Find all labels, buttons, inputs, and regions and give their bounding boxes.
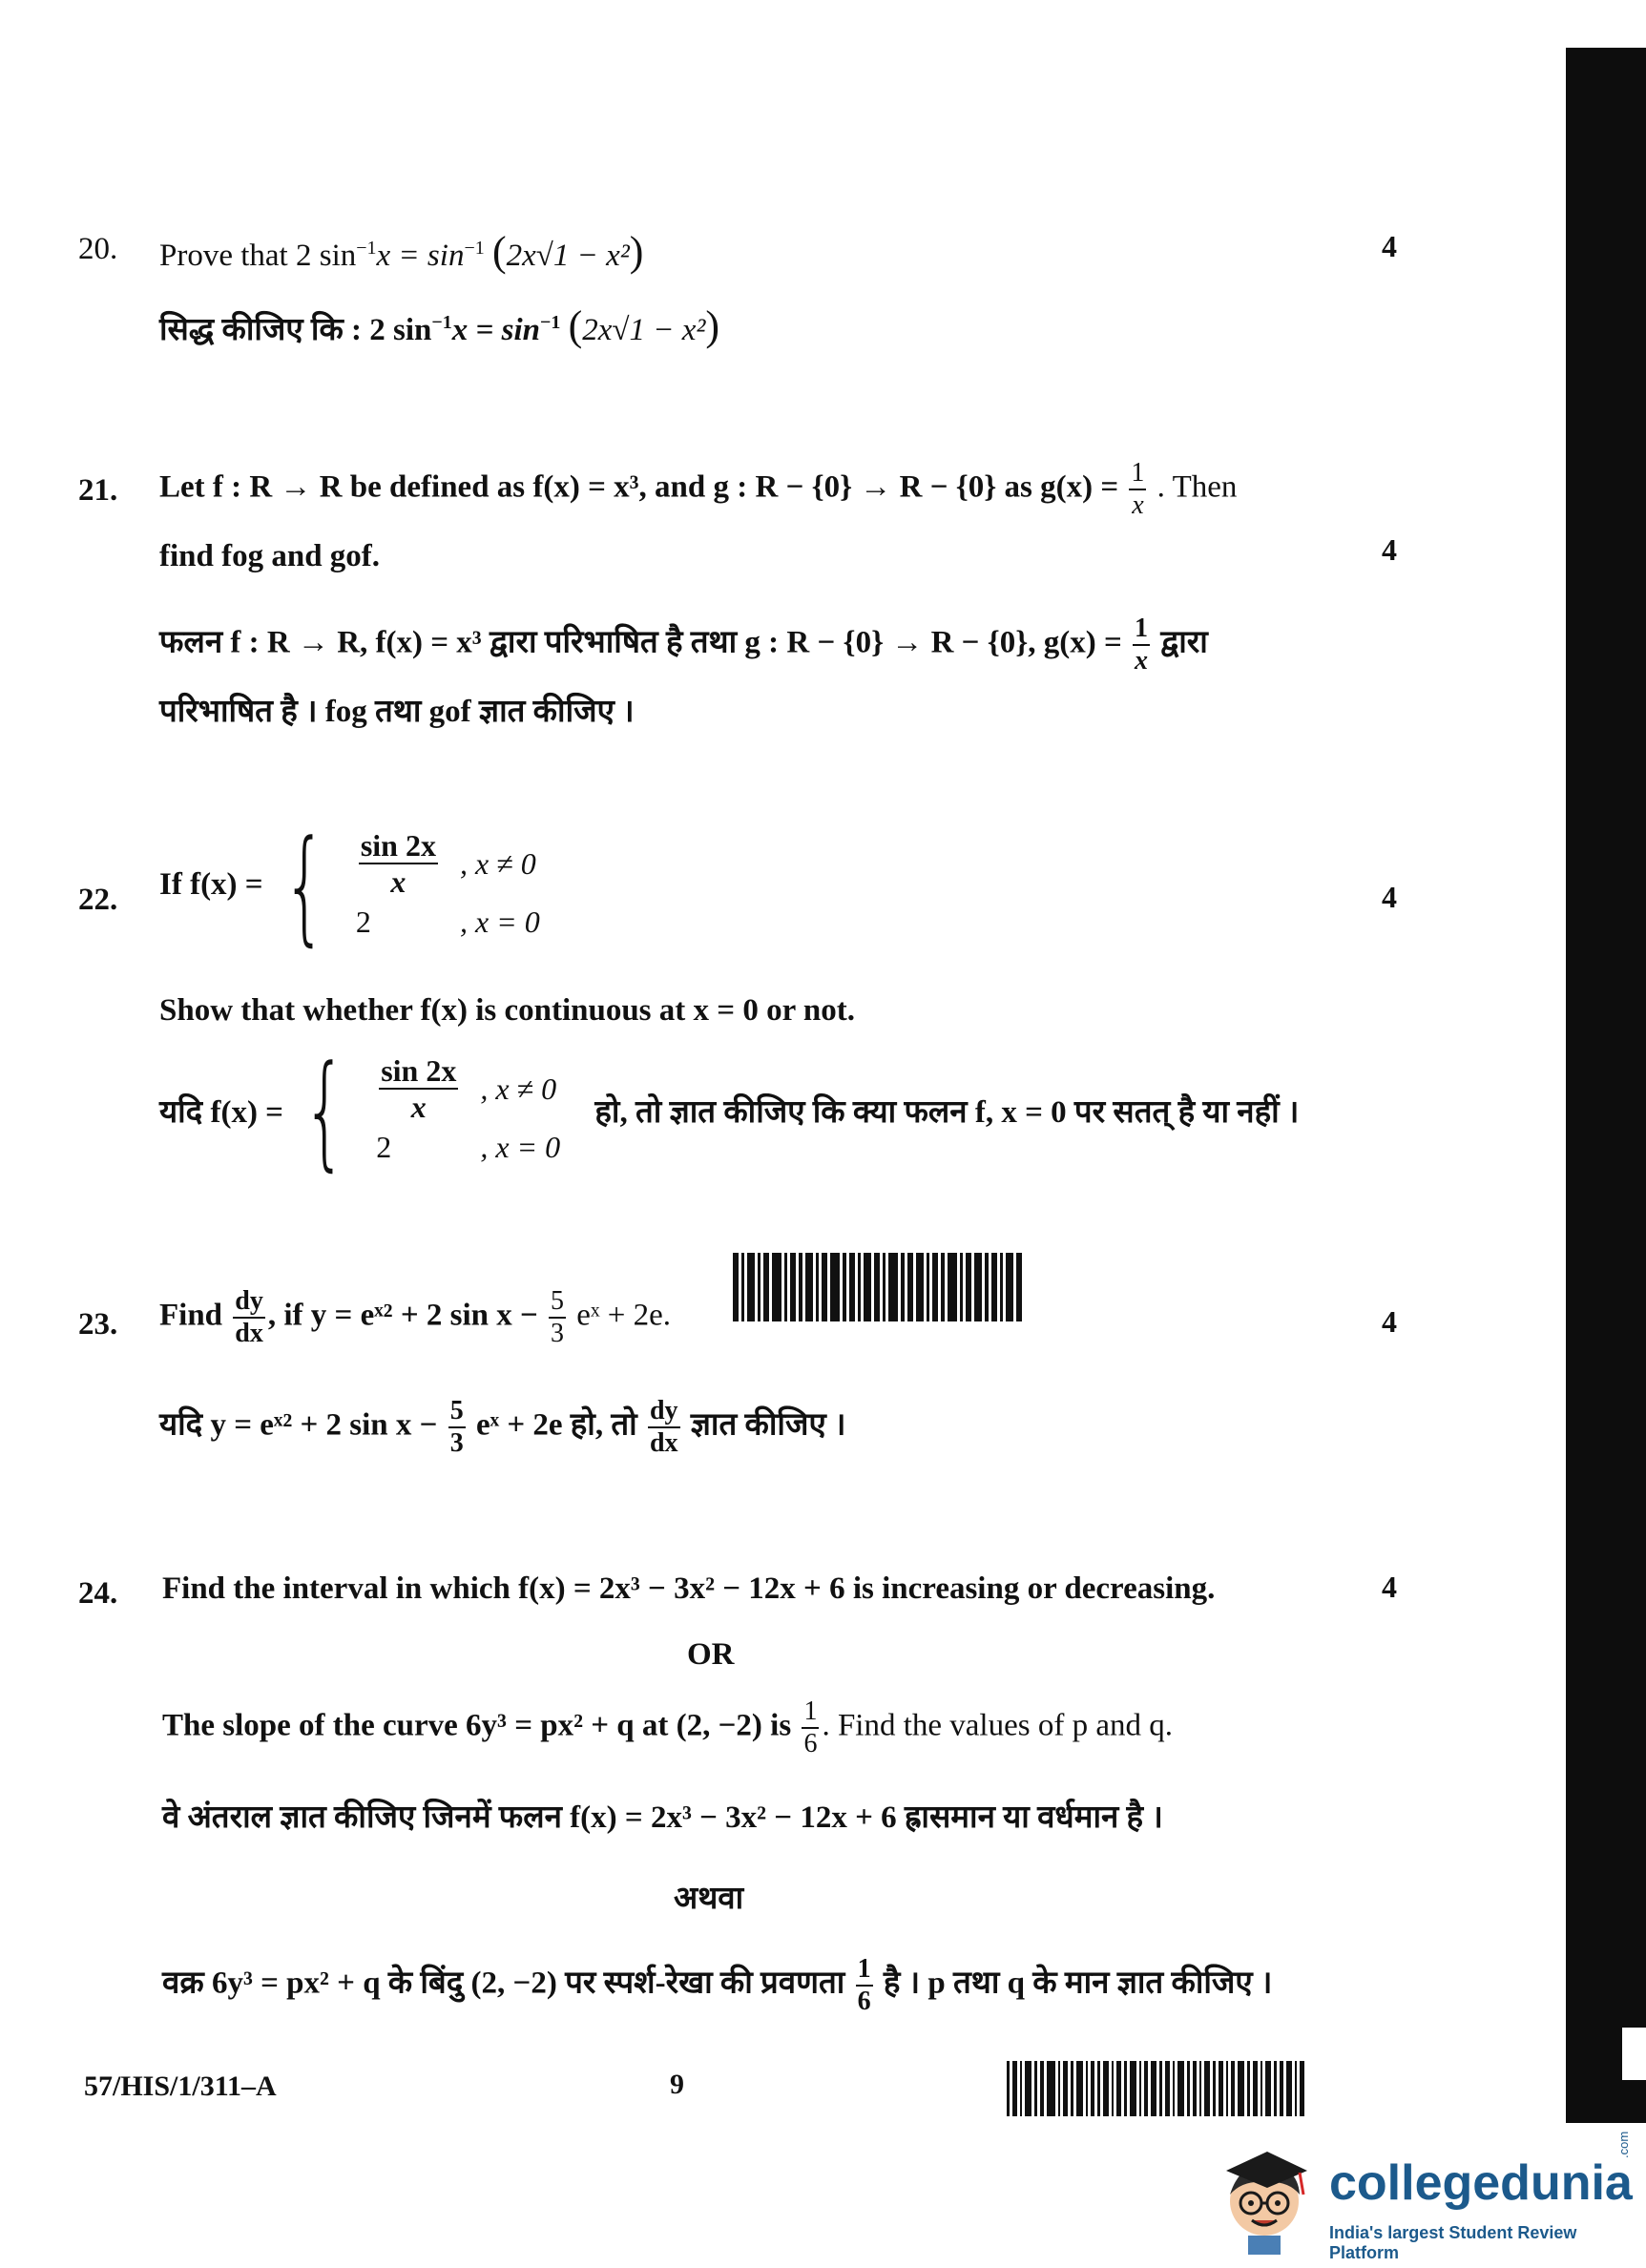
q22-english-function: If f(x) = { $\frac{\sin 2x}{x}$ , x ≠ 0 2 , x = 0 xyxy=(159,812,540,958)
q23-hindi: यदि y = eˣ² + 2 sin x − $\frac{5}{3}$ eˣ + 2e हो, तो $\frac{dy}{dx}$ ज्ञात कीजिए । xyxy=(159,1396,846,1458)
q23-english: Find $\frac{dy}{dx}$ , if y = eˣ² + 2 sin x − $\frac{5}{3}$ eˣ + 2e. xyxy=(159,1286,671,1348)
collegedunia-mascot-icon xyxy=(1212,2142,1317,2257)
q20-marks: 4 xyxy=(1382,229,1397,263)
paper-code: 57/HIS/1/311–A xyxy=(84,2070,277,2102)
q21-marks: 4 xyxy=(1382,532,1397,567)
q24-english-main: Find the interval in which f(x) = 2x³ − 3x² − 12x + 6 is increasing or decreasing. xyxy=(162,1571,1216,1606)
collegedunia-wordmark: collegedunia xyxy=(1329,2155,1633,2211)
q20-number: 20. xyxy=(78,232,118,266)
footer-barcode xyxy=(1007,2061,1307,2116)
page-number: 9 xyxy=(670,2069,684,2100)
q24-number: 24. xyxy=(78,1576,118,1611)
q24-hindi-or: अथवा xyxy=(674,1882,744,1916)
q24-english-slope: The slope of the curve 6y³ = px² + q at (2, −2) is $\frac{1}{6}$ . Find the values of p and q. xyxy=(162,1696,1173,1758)
q22-marks: 4 xyxy=(1382,880,1397,914)
q22-number: 22. xyxy=(78,883,118,917)
q24-hindi-slope: वक्र 6y³ = px² + q के बिंदु (2, −2) पर स्पर्श-रेखा की प्रवणता $\frac{1}{6}$ है । p तथा q के मान ज्ञात कीजिए । xyxy=(162,1954,1273,2016)
q20-english: Prove that 2 $\sin^{-1}x = \sin^{-1} (2x√1 - x^2)$ xyxy=(159,228,644,275)
q23-marks: 4 xyxy=(1382,1304,1397,1339)
collegedunia-tagline: India's largest Student Review Platform xyxy=(1329,2223,1577,2262)
q24-marks: 4 xyxy=(1382,1570,1397,1604)
q21-hindi-line1: फलन f : R → R, f(x) = x³ द्वारा परिभाषित है तथा g : R − {0} → R − {0}, g(x) = $\frac{1}{x}$ द्वारा xyxy=(159,614,1208,676)
q20-hindi: सिद्ध कीजिए कि : 2 $\sin^{-1}x = \sin^{-1} (2x√1 - x^2)$ xyxy=(159,302,720,349)
collegedunia-com: .com xyxy=(1616,2131,1631,2158)
q22-hindi-function: यदि f(x) = { $\frac{\sin 2x}{x}$ , x ≠ 0 2 , x = 0 हो, तो ज्ञात कीजिए कि क्या फलन f, x = 0 पर सतत् है या नहीं । xyxy=(159,1037,1300,1183)
q21-number: 21. xyxy=(78,473,118,508)
scan-edge-strip xyxy=(1566,48,1646,2123)
q23-number: 23. xyxy=(78,1307,118,1342)
q21-english-line2: find fog and gof. xyxy=(159,539,381,573)
q22-english-show: Show that whether f(x) is continuous at x = 0 or not. xyxy=(159,993,855,1028)
q23-barcode xyxy=(733,1253,1025,1321)
q21-english-line1: Let f : R → R be defined as f(x) = x³, and g : R − {0} → R − {0} as g(x) = $\frac{1}{x}$ . Then xyxy=(159,458,1238,520)
q21-hindi-line2: परिभाषित है । fog तथा gof ज्ञात कीजिए । xyxy=(159,695,635,729)
scan-edge-notch xyxy=(1622,2028,1646,2080)
q21-fraction: $\frac{1}{x}$ xyxy=(1131,458,1145,520)
q24-or: OR xyxy=(687,1637,735,1672)
q24-hindi-main: वे अंतराल ज्ञात कीजिए जिनमें फलन f(x) = 2x³ − 3x² − 12x + 6 ह्रासमान या वर्धमान है । xyxy=(162,1800,1163,1835)
